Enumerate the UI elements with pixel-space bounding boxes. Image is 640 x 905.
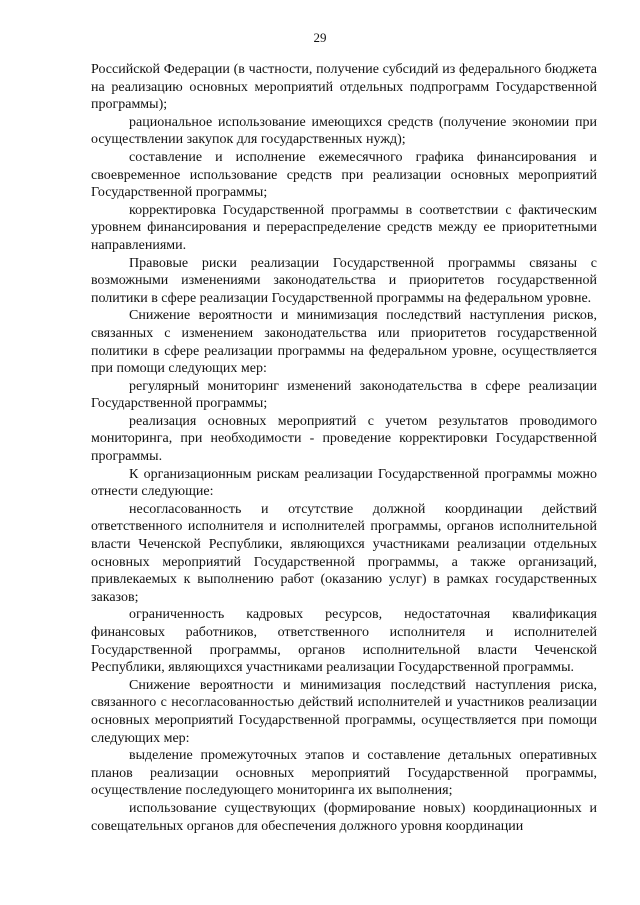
document-body <box>91 61 597 835</box>
paragraph: реализация основных мероприятий с учетом результатов проводимого мониторинга, при необходимости - проведение корректировки Государственной программы. <box>91 413 597 465</box>
paragraph: корректировка Государственной программы в соответствии с фактическим уровнем финансирования и перераспределение средств между ее приоритетными направлениями. <box>91 202 597 253</box>
page-number: 29 <box>313 30 327 45</box>
paragraph: Снижение вероятности и минимизация последствий наступления риска, связанного с несогласованностью действий исполнителей и участников реализации основных мероприятий Государственной программы, осуществляется при помощи следующих мер: <box>91 677 597 746</box>
paragraph: регулярный мониторинг изменений законодательства в сфере реализации Государственной программы; <box>91 378 597 412</box>
paragraph: составление и исполнение ежемесячного графика финансирования и своевременное использование средств при реализации основных мероприятий Государственной программы; <box>91 149 597 201</box>
paragraph: ограниченность кадровых ресурсов, недостаточная квалификация финансовых работников, ответственного исполнителя и исполнителей Государственной программы, органов исполнительной власти Чеченской Республики, являющихся участниками реализации Государственной программы. <box>91 607 597 676</box>
paragraph: Снижение вероятности и минимизация последствий наступления рисков, связанных с изменением законодательства или приоритетов государственной политики в сфере реализации программы на федеральном уровне, осуществляется при помощи следующих мер: <box>91 308 597 377</box>
paragraph: использование существующих (формирование новых) координационных и совещательных органов для обеспечения должного уровня координации <box>91 800 597 834</box>
paragraph: выделение промежуточных этапов и составление детальных оперативных планов реализации основных мероприятий Государственной программы, осуществление последующего мониторинга их выполнения; <box>91 748 597 799</box>
paragraph: К организационным рискам реализации Государственной программы можно отнести следующие: <box>91 466 597 500</box>
paragraph: несогласованность и отсутствие должной координации действий ответственного исполнителя и исполнителей программы, органов исполнительной власти Чеченской Республики, являющихся участниками реализации отдельных основных мероприятий Государственной программы, а также организаций, привлекаемых к выполнению работ (оказанию услуг) в рамках государственных заказов; <box>91 501 597 605</box>
paragraph: Правовые риски реализации Государственной программы связаны с возможными изменениями законодательства и приоритетов государственной политики в сфере реализации Государственной программы на федеральном уровне. <box>91 255 597 306</box>
paragraph: Российской Федерации (в частности, получение субсидий из федерального бюджета на реализацию основных мероприятий отдельных подпрограмм Государственной программы); <box>91 62 597 113</box>
paragraph: рациональное использование имеющихся средств (получение экономии при осуществлении закупок для государственных нужд); <box>91 114 597 148</box>
